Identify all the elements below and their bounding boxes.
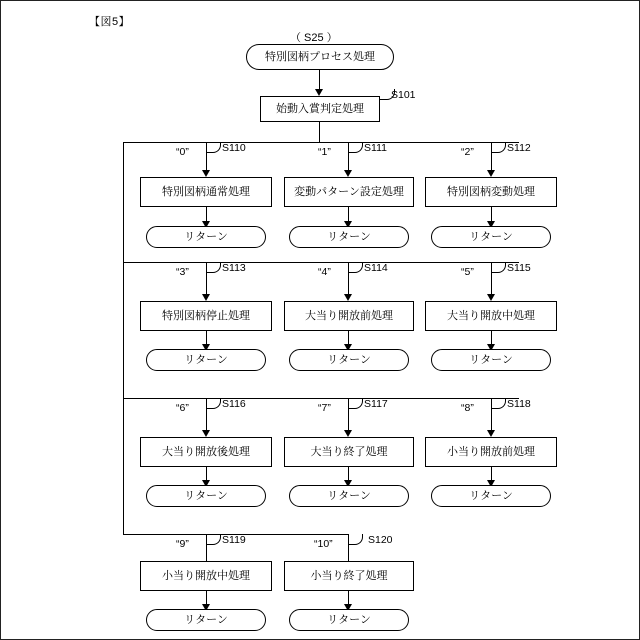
connector-1-return: [348, 207, 349, 222]
arrowhead-start-judge: [315, 89, 323, 96]
return-7: リターン: [289, 485, 409, 507]
arrowhead-branch-0: [202, 170, 210, 177]
hook-4: [348, 262, 363, 273]
bus-row1: [123, 142, 519, 143]
case-label-6: “6”: [176, 402, 189, 414]
return-6: リターン: [146, 485, 266, 507]
step-label-8: S118: [507, 398, 531, 410]
connector-judge-bus: [319, 122, 320, 142]
process-9: 小当り開放中処理: [140, 561, 272, 591]
return-10: リターン: [289, 609, 409, 631]
step-label-2: S112: [507, 142, 531, 154]
case-label-5: “5”: [461, 266, 474, 278]
bus-left-row3: [123, 398, 124, 534]
connector-2-return: [491, 207, 492, 222]
process-6: 大当り開放後処理: [140, 437, 272, 467]
case-label-10: “10”: [314, 538, 333, 550]
case-label-1: “1”: [318, 146, 331, 158]
case-label-4: “4”: [318, 266, 331, 278]
case-label-0: “0”: [176, 146, 189, 158]
hook-0: [206, 142, 221, 153]
process-3: 特別図柄停止処理: [140, 301, 272, 331]
step-label-0: S110: [222, 142, 246, 154]
step-label-judge: S101: [391, 89, 416, 101]
connector-10-return: [348, 591, 349, 605]
bus-row2: [123, 262, 519, 263]
arrowhead-branch-1: [344, 170, 352, 177]
hook-1: [348, 142, 363, 153]
hook-2: [491, 142, 506, 153]
case-label-8: “8”: [461, 402, 474, 414]
node-start: 特別図柄プロセス処理: [246, 44, 394, 70]
process-7: 大当り終了処理: [284, 437, 414, 467]
case-label-3: “3”: [176, 266, 189, 278]
step-label-9: S119: [222, 534, 246, 546]
return-3: リターン: [146, 349, 266, 371]
step-label-4: S114: [364, 262, 388, 274]
connector-0-return: [206, 207, 207, 222]
case-label-2: “2”: [461, 146, 474, 158]
connector-6-return: [206, 467, 207, 481]
connector-start-judge: [319, 70, 320, 90]
return-0: リターン: [146, 226, 266, 248]
hook-3: [206, 262, 221, 273]
step-label-7: S117: [364, 398, 388, 410]
case-label-7: “7”: [318, 402, 331, 414]
bus-row3: [123, 398, 519, 399]
figure-label: 【図5】: [89, 16, 131, 28]
arrowhead-branch-8: [487, 430, 495, 437]
step-label-10: S120: [368, 534, 393, 546]
hook-8: [491, 398, 506, 409]
connector-8-return: [491, 467, 492, 481]
arrowhead-branch-6: [202, 430, 210, 437]
arrowhead-branch-3: [202, 294, 210, 301]
top-caption: （ S25 ）: [290, 32, 338, 44]
process-2: 特別図柄変動処理: [425, 177, 557, 207]
process-5: 大当り開放中処理: [425, 301, 557, 331]
step-label-3: S113: [222, 262, 246, 274]
bus-left-row2: [123, 262, 124, 398]
hook-5: [491, 262, 506, 273]
step-label-6: S116: [222, 398, 246, 410]
process-8: 小当り開放前処理: [425, 437, 557, 467]
step-label-5: S115: [507, 262, 531, 274]
return-8: リターン: [431, 485, 551, 507]
arrowhead-branch-5: [487, 294, 495, 301]
arrowhead-branch-2: [487, 170, 495, 177]
process-10: 小当り終了処理: [284, 561, 414, 591]
connector-5-return: [491, 331, 492, 345]
connector-3-return: [206, 331, 207, 345]
process-0: 特別図柄通常処理: [140, 177, 272, 207]
connector-9-return: [206, 591, 207, 605]
process-4: 大当り開放前処理: [284, 301, 414, 331]
return-2: リターン: [431, 226, 551, 248]
connector-7-return: [348, 467, 349, 481]
node-judge: 始動入賞判定処理: [260, 96, 380, 122]
return-5: リターン: [431, 349, 551, 371]
process-1: 変動パターン設定処理: [284, 177, 414, 207]
bus-left-row1: [123, 142, 124, 262]
hook-6: [206, 398, 221, 409]
arrowhead-branch-7: [344, 430, 352, 437]
case-label-9: “9”: [176, 538, 189, 550]
return-4: リターン: [289, 349, 409, 371]
arrowhead-branch-4: [344, 294, 352, 301]
hook-7: [348, 398, 363, 409]
return-9: リターン: [146, 609, 266, 631]
hook-9: [206, 534, 221, 545]
step-label-1: S111: [364, 142, 387, 154]
connector-4-return: [348, 331, 349, 345]
hook-10: [348, 534, 363, 545]
return-1: リターン: [289, 226, 409, 248]
